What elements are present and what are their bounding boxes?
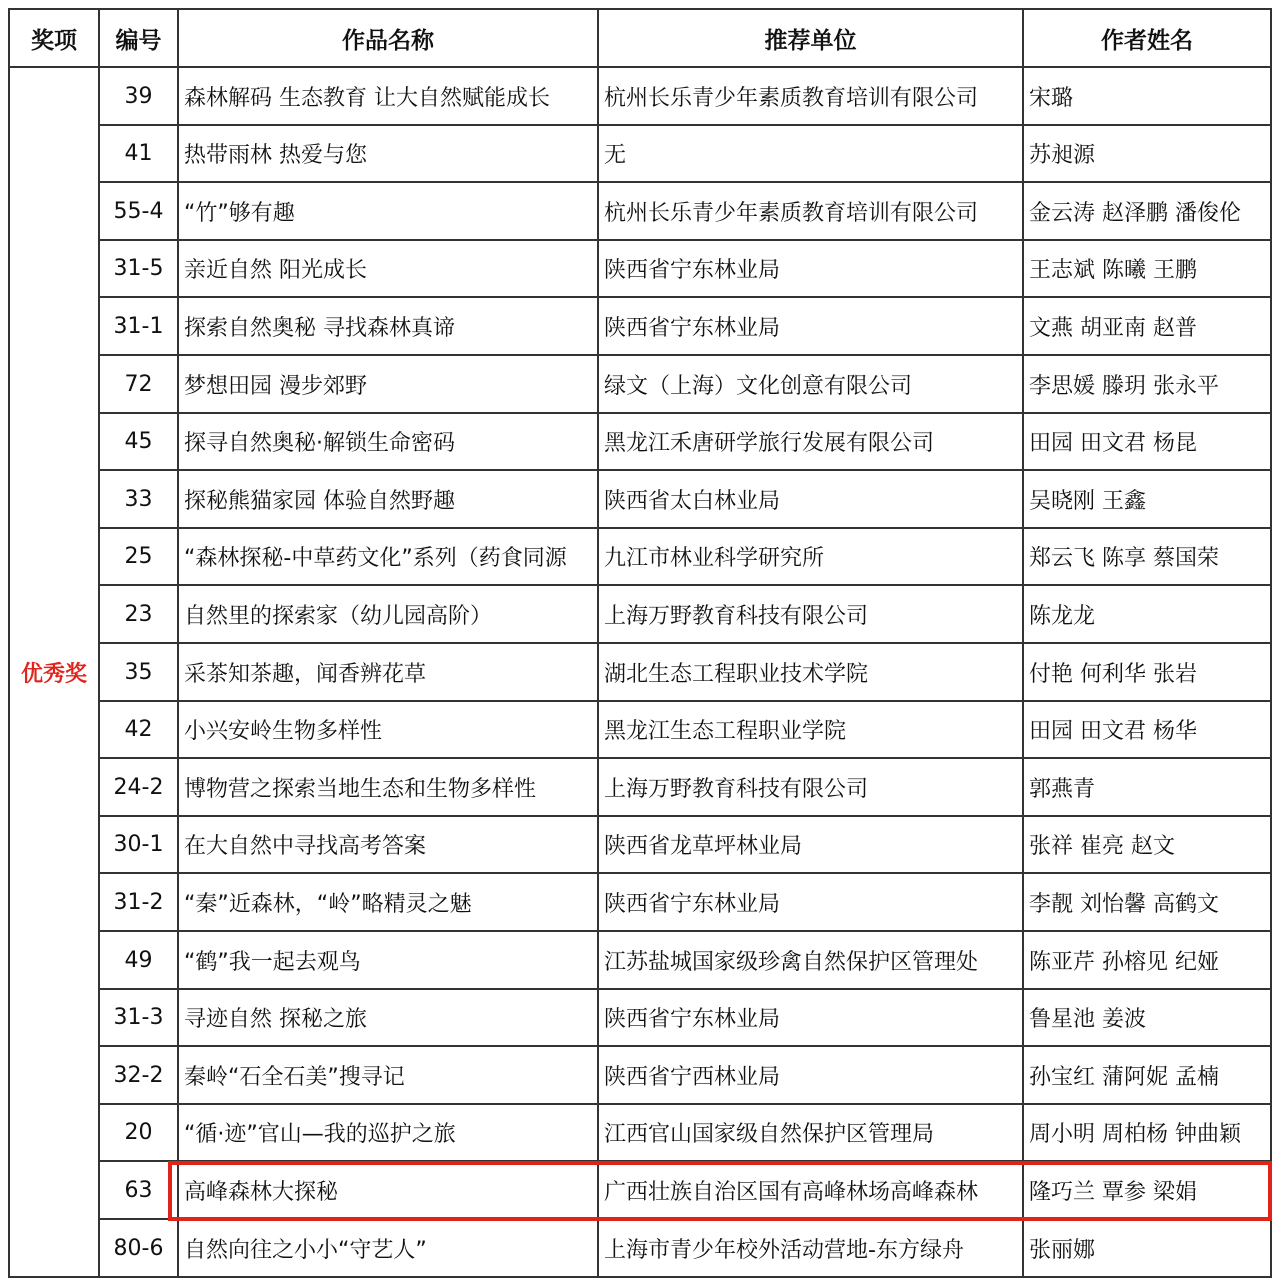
cell-number: 41 <box>100 126 179 183</box>
cell-title: 高峰森林大探秘 <box>179 1162 599 1220</box>
cell-unit: 陕西省宁东林业局 <box>599 990 1024 1047</box>
cell-unit: 无 <box>599 126 1024 183</box>
cell-unit: 陕西省太白林业局 <box>599 471 1024 529</box>
cell-unit: 陕西省宁西林业局 <box>599 1047 1024 1105</box>
cell-title: 秦岭“石全石美”搜寻记 <box>179 1047 599 1105</box>
cell-title: 博物营之探索当地生态和生物多样性 <box>179 759 599 817</box>
cell-authors: 周小明 周柏杨 钟曲颖 <box>1024 1105 1272 1162</box>
cell-unit: 九江市林业科学研究所 <box>599 529 1024 586</box>
cell-title: “循·迹”官山—我的巡护之旅 <box>179 1105 599 1162</box>
cell-number: 31-1 <box>100 298 179 356</box>
cell-authors: 苏昶源 <box>1024 126 1272 183</box>
cell-unit: 上海万野教育科技有限公司 <box>599 759 1024 817</box>
cell-number: 45 <box>100 414 179 471</box>
cell-number: 35 <box>100 644 179 702</box>
cell-unit: 黑龙江生态工程职业学院 <box>599 702 1024 759</box>
cell-title: “鹤”我一起去观鸟 <box>179 932 599 990</box>
cell-title: 探索自然奥秘 寻找森林真谛 <box>179 298 599 356</box>
cell-authors: 金云涛 赵泽鹏 潘俊伦 <box>1024 183 1272 241</box>
cell-title: 探寻自然奥秘·解锁生命密码 <box>179 414 599 471</box>
cell-number: 72 <box>100 356 179 414</box>
cell-title: 梦想田园 漫步郊野 <box>179 356 599 414</box>
cell-unit: 绿文（上海）文化创意有限公司 <box>599 356 1024 414</box>
cell-title: 热带雨林 热爱与您 <box>179 126 599 183</box>
cell-authors: 文燕 胡亚南 赵普 <box>1024 298 1272 356</box>
cell-authors: 田园 田文君 杨华 <box>1024 702 1272 759</box>
cell-number: 33 <box>100 471 179 529</box>
cell-title: 森林解码 生态教育 让大自然赋能成长 <box>179 68 599 126</box>
cell-title: 自然里的探索家（幼儿园高阶） <box>179 586 599 644</box>
cell-unit: 上海市青少年校外活动营地-东方绿舟 <box>599 1220 1024 1278</box>
cell-unit: 江西官山国家级自然保护区管理局 <box>599 1105 1024 1162</box>
cell-authors: 郑云飞 陈享 蔡国荣 <box>1024 529 1272 586</box>
cell-authors: 鲁星池 姜波 <box>1024 990 1272 1047</box>
cell-authors: 郭燕青 <box>1024 759 1272 817</box>
cell-title: 自然向往之小小“守艺人” <box>179 1220 599 1278</box>
cell-title: “森林探秘-中草药文化”系列（药食同源 <box>179 529 599 586</box>
cell-unit: 广西壮族自治区国有高峰林场高峰森林 <box>599 1162 1024 1220</box>
cell-unit: 江苏盐城国家级珍禽自然保护区管理处 <box>599 932 1024 990</box>
cell-title: 探秘熊猫家园 体验自然野趣 <box>179 471 599 529</box>
cell-authors: 陈亚芹 孙榕见 纪娅 <box>1024 932 1272 990</box>
cell-unit: 上海万野教育科技有限公司 <box>599 586 1024 644</box>
cell-number: 30-1 <box>100 817 179 874</box>
header-number: 编号 <box>100 10 179 68</box>
cell-number: 39 <box>100 68 179 126</box>
cell-unit: 陕西省宁东林业局 <box>599 298 1024 356</box>
cell-title: “竹”够有趣 <box>179 183 599 241</box>
cell-authors: 李思媛 滕玥 张永平 <box>1024 356 1272 414</box>
header-award: 奖项 <box>10 10 100 68</box>
cell-authors: 隆巧兰 覃参 梁娟 <box>1024 1162 1272 1220</box>
cell-unit: 陕西省龙草坪林业局 <box>599 817 1024 874</box>
cell-unit: 陕西省宁东林业局 <box>599 874 1024 932</box>
cell-number: 23 <box>100 586 179 644</box>
cell-title: 寻迹自然 探秘之旅 <box>179 990 599 1047</box>
cell-number: 32-2 <box>100 1047 179 1105</box>
cell-authors: 张祥 崔亮 赵文 <box>1024 817 1272 874</box>
cell-title: “秦”近森林，“岭”略精灵之魅 <box>179 874 599 932</box>
cell-unit: 湖北生态工程职业技术学院 <box>599 644 1024 702</box>
cell-authors: 宋璐 <box>1024 68 1272 126</box>
cell-title: 小兴安岭生物多样性 <box>179 702 599 759</box>
cell-authors: 陈龙龙 <box>1024 586 1272 644</box>
cell-authors: 李靓 刘怡馨 高鹤文 <box>1024 874 1272 932</box>
cell-title: 采茶知茶趣，闻香辨花草 <box>179 644 599 702</box>
cell-number: 25 <box>100 529 179 586</box>
cell-number: 31-5 <box>100 241 179 298</box>
cell-authors: 田园 田文君 杨昆 <box>1024 414 1272 471</box>
cell-number: 20 <box>100 1105 179 1162</box>
cell-unit: 陕西省宁东林业局 <box>599 241 1024 298</box>
cell-authors: 吴晓刚 王鑫 <box>1024 471 1272 529</box>
cell-number: 31-3 <box>100 990 179 1047</box>
header-title: 作品名称 <box>179 10 599 68</box>
cell-unit: 黑龙江禾唐研学旅行发展有限公司 <box>599 414 1024 471</box>
cell-number: 63 <box>100 1162 179 1220</box>
cell-number: 24-2 <box>100 759 179 817</box>
cell-number: 31-2 <box>100 874 179 932</box>
cell-authors: 王志斌 陈曦 王鹏 <box>1024 241 1272 298</box>
cell-authors: 孙宝红 蒲阿妮 孟楠 <box>1024 1047 1272 1105</box>
cell-number: 42 <box>100 702 179 759</box>
awards-table <box>8 8 1272 1278</box>
cell-number: 49 <box>100 932 179 990</box>
award-category: 优秀奖 <box>10 68 100 1278</box>
cell-authors: 付艳 何利华 张岩 <box>1024 644 1272 702</box>
cell-title: 亲近自然 阳光成长 <box>179 241 599 298</box>
cell-title: 在大自然中寻找高考答案 <box>179 817 599 874</box>
cell-authors: 张丽娜 <box>1024 1220 1272 1278</box>
cell-unit: 杭州长乐青少年素质教育培训有限公司 <box>599 183 1024 241</box>
header-authors: 作者姓名 <box>1024 10 1272 68</box>
cell-unit: 杭州长乐青少年素质教育培训有限公司 <box>599 68 1024 126</box>
cell-number: 80-6 <box>100 1220 179 1278</box>
header-unit: 推荐单位 <box>599 10 1024 68</box>
cell-number: 55-4 <box>100 183 179 241</box>
